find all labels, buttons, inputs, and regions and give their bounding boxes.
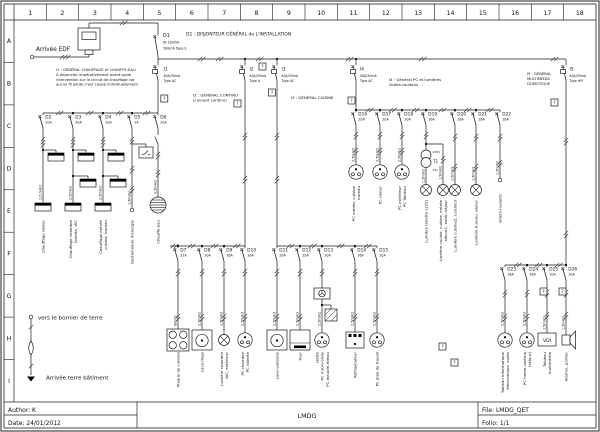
- grid-number: 16: [511, 10, 520, 17]
- group-note: I4 : Général PC et lumières: [389, 76, 442, 82]
- transformer-secondary: 12v: [432, 168, 438, 172]
- load-label: PC micro-onde: [319, 352, 325, 381]
- titleblock-folio: Folio: 1/1: [482, 420, 510, 427]
- ground-icon: [27, 377, 35, 382]
- grid-letter: B: [6, 80, 12, 88]
- breaker-rating: 20A: [160, 120, 167, 125]
- wire-size-label: 2,5mm2: [500, 311, 505, 326]
- transformer-primary: 230V: [432, 150, 440, 154]
- load-label: Lave-vaisselle: [274, 352, 280, 380]
- load-label: Réfrigérateur: [352, 352, 358, 378]
- main-breaker-note: D1 : DISJONTEUR GÉNÉRAL de L'INSTALLATION: [186, 32, 292, 38]
- breaker-rating: 2A: [134, 120, 139, 125]
- grid-letter: D: [6, 165, 12, 173]
- grid-letter: I: [8, 377, 10, 385]
- breaker-symbol: [563, 269, 566, 280]
- folio-ref-label: ?: [542, 289, 545, 295]
- wire-size-label: 2,5mm2: [295, 311, 300, 326]
- wire-size-label: 2,5mm2: [98, 185, 103, 200]
- breaker-id: D20: [457, 112, 467, 118]
- wire-size-label: 2,5mm2: [350, 311, 355, 326]
- diff-id: I5: [569, 67, 574, 73]
- group-note: aucun fil pilote n'est coupé individuellement: [56, 82, 138, 87]
- breaker-rating: 20A: [324, 253, 331, 258]
- breaker-rating: 20A: [379, 253, 386, 258]
- breaker-rating: 16A: [478, 117, 485, 122]
- breaker-rating: 20A: [105, 120, 112, 125]
- socket-icon: [376, 336, 378, 338]
- breaker-symbol: [524, 269, 527, 280]
- breaker-id: D2: [45, 115, 52, 121]
- socket-icon: [244, 336, 246, 338]
- load-label: Chauffage entrée: [98, 220, 103, 254]
- socket-icon: [520, 333, 534, 347]
- socket-icon: [324, 341, 327, 344]
- grid-letter: E: [7, 207, 11, 215]
- grid-letter: A: [6, 38, 12, 46]
- load-label: PC entrée, cuisine: [351, 186, 356, 222]
- diff-id: I4: [360, 67, 365, 73]
- breaker-symbol: [502, 269, 505, 280]
- load-label: PC plan de travail: [374, 352, 380, 387]
- group-note: I2 : GÉNÉRAL CONTINU: [193, 92, 238, 98]
- folio-ref-label: ?: [261, 64, 264, 70]
- breaker-symbol: [497, 114, 500, 125]
- wire-size-label: 1,5mm2: [438, 165, 443, 180]
- wire-size-label: 1,5mm2: [421, 168, 426, 183]
- heater-icon: [48, 153, 64, 156]
- breaker-rating: 32A: [180, 253, 187, 258]
- breaker-id: D16: [358, 112, 368, 118]
- breaker-symbol: [155, 117, 158, 128]
- load-label: séjour1, extér.-séjour: [443, 200, 449, 242]
- schematic-drawing: [4, 4, 587, 394]
- speaker-icon: [562, 335, 570, 345]
- load-label: Chauffe-eau: [155, 220, 161, 244]
- socket-icon: [501, 341, 504, 344]
- breaker-id: D21: [478, 112, 488, 118]
- breaker-rating: 16A: [247, 253, 254, 258]
- breaker-id: D3: [75, 115, 82, 121]
- breaker-symbol: [175, 250, 178, 261]
- socket-icon: [352, 173, 355, 176]
- group-note: Volets-roulants: [389, 81, 419, 87]
- junction-dot: [354, 343, 356, 345]
- breaker-id: D5: [134, 115, 141, 121]
- breaker-symbol: [155, 37, 158, 56]
- diff-id: I2: [249, 67, 254, 73]
- differential-toroid: [153, 70, 158, 74]
- load-label: Lumière chambre: [219, 352, 224, 387]
- socket-icon: [315, 333, 329, 347]
- breaker-id: D6: [160, 115, 167, 121]
- breaker-symbol: [70, 117, 73, 128]
- diff-spec: 40A/30mA: [163, 73, 181, 78]
- breaker-symbol: [423, 114, 426, 125]
- heater-icon: [78, 153, 94, 156]
- socket-icon: [247, 341, 250, 344]
- load-label: Chauffage séjour: [40, 220, 46, 254]
- load-label: électronique, audio: [505, 352, 511, 390]
- heater-icon: [108, 153, 124, 156]
- supply-terminal: [30, 55, 34, 59]
- wire-size-label: 6mm2: [173, 315, 178, 326]
- fridge-icon: [359, 334, 362, 337]
- breaker-rating: 16A: [428, 117, 435, 122]
- socket-icon: [395, 165, 409, 179]
- breaker-id: D17: [382, 112, 392, 118]
- diff-type: Type A: [249, 78, 261, 83]
- wire-size-label: 1,5mm2: [450, 166, 455, 181]
- heater-icon: [95, 203, 111, 206]
- diff-type: Type AC: [163, 78, 177, 83]
- breaker-id: D18: [404, 112, 414, 118]
- wire-size-label: 2,5mm2: [68, 185, 73, 200]
- breaker-symbol: [155, 137, 158, 144]
- group-note: I5 : GÉNÉRAL: [527, 72, 552, 76]
- breaker-id: D11: [279, 248, 289, 254]
- breaker-symbol: [129, 117, 132, 128]
- load-label: Lumière bureau, séjour: [473, 199, 479, 246]
- breaker-rating: 20A: [358, 117, 365, 122]
- differential-toroid: [240, 70, 245, 74]
- wire-size-label: 2,5mm2: [522, 311, 527, 326]
- load-label: Tableau: [542, 352, 547, 367]
- breaker-id: D10: [247, 248, 257, 254]
- breaker-rating: 16A: [502, 117, 509, 122]
- load-label: Alarme, portier: [563, 352, 569, 382]
- titleblock-file: File: LMDG_QET: [482, 407, 529, 414]
- differential-toroid: [351, 70, 356, 74]
- meter-icon: [82, 32, 96, 40]
- breaker-symbol: [242, 250, 245, 261]
- breaker-id: D7: [180, 248, 187, 254]
- titleblock-date: Date: 24/01/2012: [8, 420, 61, 427]
- hob-icon: [180, 331, 187, 338]
- load-label: Four: [297, 352, 303, 361]
- breaker-symbol: [473, 114, 476, 125]
- heater-icon: [65, 203, 81, 206]
- load-label: Lumière cuisine2, cuisine3: [452, 200, 458, 252]
- titleblock-author: Author: K: [8, 407, 36, 414]
- wire-size-label: 2,5mm2: [397, 147, 402, 162]
- wire-size-label: 2,5mm2: [240, 311, 245, 326]
- grid-letter: C: [6, 123, 12, 131]
- wire-size-label: 1,5mm2: [219, 311, 224, 326]
- differential-toroid: [561, 70, 566, 74]
- breaker-symbol: [319, 250, 322, 261]
- group-note: (courant continu): [193, 97, 227, 103]
- supply-label: Arrivée EDF: [36, 47, 71, 53]
- breaker-symbol: [353, 114, 356, 125]
- breaker-rating: 16A: [457, 117, 464, 122]
- folio-ref-label: ?: [561, 289, 564, 295]
- socket-icon: [498, 333, 512, 347]
- socket-icon: [398, 173, 401, 176]
- socket-icon: [373, 341, 376, 344]
- grid-number: 1: [28, 10, 33, 17]
- load-label: PC chambre: [240, 352, 245, 376]
- load-label: Tableau informatique: [500, 352, 505, 394]
- socket-icon: [241, 341, 244, 344]
- breaker-rating: 20A: [382, 117, 389, 122]
- titleblock-project: LMDG: [297, 412, 317, 420]
- breaker-rating: 20A: [279, 253, 286, 258]
- breaker-rating: 20A: [75, 120, 82, 125]
- breaker-rating: 16A: [529, 272, 536, 277]
- socket-icon: [504, 336, 506, 338]
- grid-letter: G: [6, 292, 12, 300]
- hob-icon: [169, 331, 176, 338]
- breaker-rating: 20A: [404, 117, 411, 122]
- grid-number: 4: [125, 10, 130, 17]
- load-label: PC extérieur: [397, 186, 402, 210]
- grid-number: 2: [60, 10, 65, 17]
- grid-number: 6: [189, 10, 194, 17]
- breaker-id: D19: [428, 112, 438, 118]
- load-label: PC séjour: [377, 186, 383, 205]
- breaker-id: D25: [549, 267, 559, 273]
- earth-link-icon: [29, 341, 34, 355]
- load-label: cuisine, bureau: [103, 220, 109, 250]
- grid-number: 13: [414, 10, 423, 17]
- folio-ref-label: ?: [350, 98, 353, 104]
- main-breaker-id: D1: [163, 34, 170, 39]
- folio-ref-label: ?: [553, 100, 556, 106]
- wire-size-label: 1,5mm2: [495, 160, 500, 175]
- socket-icon: [349, 165, 363, 179]
- socket-icon: [526, 336, 528, 338]
- breaker-symbol: [544, 269, 547, 280]
- fridge-icon: [349, 334, 352, 337]
- breaker-symbol: [399, 114, 402, 125]
- differential-toroid: [272, 70, 277, 74]
- group-note: intervention sur le circuit de chauffage car: [56, 77, 135, 82]
- earth-link-label: vers le bornier de terre: [38, 315, 103, 322]
- group-note: À disjoncter impérativement avant toute: [56, 72, 132, 77]
- roller-shutter-terminal: [498, 178, 502, 182]
- heater-icon: [80, 179, 96, 182]
- breaker-id: D23: [507, 267, 517, 273]
- load-label: multimédia: [547, 352, 553, 375]
- earth-arrival-label: Arrivée terre bâtiment: [46, 375, 109, 382]
- breaker-id: D13: [324, 248, 334, 254]
- terminal: [130, 208, 134, 212]
- wire-size-label: 1,5mm2: [127, 190, 132, 205]
- oven-icon: [294, 346, 306, 349]
- load-label: toilette, WC: [73, 220, 79, 243]
- earth-terminal: [29, 315, 33, 319]
- wire-size-label: 1,5mm2: [542, 315, 547, 330]
- socket-icon: [529, 341, 532, 344]
- socket-icon: [379, 341, 382, 344]
- folio-ref-label: ?: [453, 360, 456, 366]
- wire-size-label: 1,5mm2: [561, 315, 566, 330]
- group-note: DOMOTIQUE: [527, 81, 551, 86]
- vdi-label: VDI: [542, 338, 552, 344]
- breaker-id: D14: [357, 248, 367, 254]
- diff-type: Type HPI: [569, 78, 584, 83]
- grid-letter: F: [7, 250, 11, 258]
- wire-size-label: 2,5mm2: [375, 147, 380, 162]
- diff-type: Type AC: [360, 78, 373, 83]
- breaker-id: D22: [502, 112, 512, 118]
- wire-size-label: 2,5mm2: [272, 311, 277, 326]
- wire-size-label: 2,5mm2: [153, 179, 158, 194]
- transformer-icon: [421, 158, 431, 168]
- grid-number: 12: [381, 10, 390, 17]
- fridge-icon: [354, 334, 357, 337]
- wire-size-label: 2,5 mm2: [38, 184, 43, 200]
- diff-spec: 40A/30mA: [281, 73, 299, 78]
- main-breaker-spec: IN 10/45A: [163, 40, 180, 45]
- load-label: PC Tableau: [402, 186, 408, 208]
- load-label: Lumière couloir, cuisine, entrée: [438, 200, 443, 262]
- socket-icon: [373, 165, 387, 179]
- grid-number: 18: [575, 10, 584, 17]
- breaker-symbol: [297, 250, 300, 261]
- socket-icon: [355, 168, 357, 170]
- load-label: Lave-linge: [199, 352, 205, 373]
- socket-icon: [507, 341, 510, 344]
- breaker-symbol: [40, 117, 43, 128]
- socket-icon: [379, 168, 381, 170]
- diff-id: I3: [281, 67, 286, 73]
- socket-icon: [318, 341, 321, 344]
- grid-letter: H: [6, 335, 12, 343]
- load-label: Chauffage chambre: [68, 220, 73, 259]
- load-label: Plaque de cuisson: [175, 352, 181, 388]
- breaker-rating: 20A: [302, 253, 309, 258]
- load-label: Volets-roulants: [497, 193, 503, 224]
- breaker-rating: 16A: [226, 253, 233, 258]
- heater-icon: [35, 203, 51, 206]
- breaker-id: D12: [302, 248, 312, 254]
- wire-size-label: 1,5mm2: [471, 166, 476, 181]
- breaker-symbol: [274, 250, 277, 261]
- load-label: (séjour): [527, 352, 533, 367]
- load-label: PC meuble-rideau: [324, 352, 330, 387]
- breaker-id: D26: [568, 267, 578, 273]
- group-note: MULTIMÉDIA: [527, 76, 550, 81]
- breaker-id: D8: [204, 248, 211, 254]
- wire-size-label: 2,5mm2: [372, 311, 377, 326]
- breaker-symbol: [100, 117, 103, 128]
- grid-number: 11: [349, 10, 358, 17]
- socket-icon: [523, 341, 526, 344]
- diff-spec: 40A/30mA: [569, 73, 587, 78]
- breaker-id: D15: [379, 248, 389, 254]
- socket-icon: [376, 173, 379, 176]
- socket-icon: [370, 333, 384, 347]
- breaker-id: D9: [226, 248, 233, 254]
- load-label: WC, extérieur: [224, 352, 230, 379]
- breaker-rating: 20A: [204, 253, 211, 258]
- load-label: Lumière toilette (12V): [423, 200, 429, 243]
- breaker-symbol: [374, 250, 377, 261]
- grid-number: 14: [446, 10, 455, 17]
- grid-number: 17: [543, 10, 552, 17]
- junction-dot: [201, 339, 203, 341]
- folio-ref-label: ?: [270, 90, 274, 96]
- grid-number: 8: [254, 10, 259, 17]
- transformer-id: T1: [433, 159, 439, 164]
- grid-number: 3: [92, 10, 97, 17]
- load-label: Hotte: [314, 352, 320, 363]
- breaker-symbol: [199, 250, 202, 261]
- wire-size-label: 2,5mm2: [317, 311, 322, 326]
- folio-ref-label: ?: [441, 344, 444, 350]
- socket-icon: [238, 333, 252, 347]
- socket-icon: [404, 173, 407, 176]
- breaker-rating: 10A: [568, 272, 575, 277]
- folio-ref-label: ?: [236, 101, 239, 107]
- breaker-symbol: [352, 250, 355, 261]
- socket-icon: [358, 173, 361, 176]
- breaker-id: D24: [529, 267, 539, 273]
- breaker-rating: 16A: [507, 272, 514, 277]
- load-label: Gestionnaire d'énergie: [129, 220, 135, 265]
- hob-icon: [169, 342, 176, 349]
- breaker-rating: 10A: [549, 272, 556, 277]
- breaker-id: D4: [105, 115, 112, 121]
- wire-size-label: 2,5mm2: [197, 311, 202, 326]
- load-label: PC toilette: [245, 352, 251, 373]
- folio-ref-label: ?: [163, 96, 166, 102]
- group-note: I1 : GÉNÉRAL CHAUFFAGE et CHAUFFE-EAU: [56, 68, 136, 72]
- socket-icon: [321, 336, 323, 338]
- heater-icon: [110, 179, 126, 182]
- wire-size-label: 2,5mm2: [351, 147, 356, 162]
- grid-number: 10: [317, 10, 326, 17]
- hob-icon: [180, 342, 187, 349]
- grid-number: 15: [478, 10, 487, 17]
- junction-dot: [276, 339, 278, 341]
- diff-type: Type AC: [281, 78, 295, 83]
- load-label: PC home-cinéma: [522, 352, 527, 385]
- meter-icon: [85, 50, 93, 55]
- breaker-symbol: [221, 250, 224, 261]
- grid-number: 7: [222, 10, 227, 17]
- diff-spec: 40A/30mA: [360, 73, 377, 78]
- main-breaker-spec: 500mA Type S: [163, 46, 187, 51]
- group-note: I3 : GÉNÉRAL CUISINE: [291, 95, 334, 100]
- grid-number: 5: [157, 10, 162, 17]
- diff-spec: 40A/30mA: [249, 73, 267, 78]
- diff-id: I1: [163, 67, 168, 73]
- breaker-rating: 16A: [357, 253, 364, 258]
- load-label: bureau: [356, 186, 362, 200]
- socket-icon: [401, 168, 403, 170]
- grid-number: 9: [286, 10, 291, 17]
- breaker-symbol: [452, 114, 455, 125]
- breaker-rating: 20A: [45, 120, 52, 125]
- socket-icon: [382, 173, 385, 176]
- breaker-symbol: [377, 114, 380, 125]
